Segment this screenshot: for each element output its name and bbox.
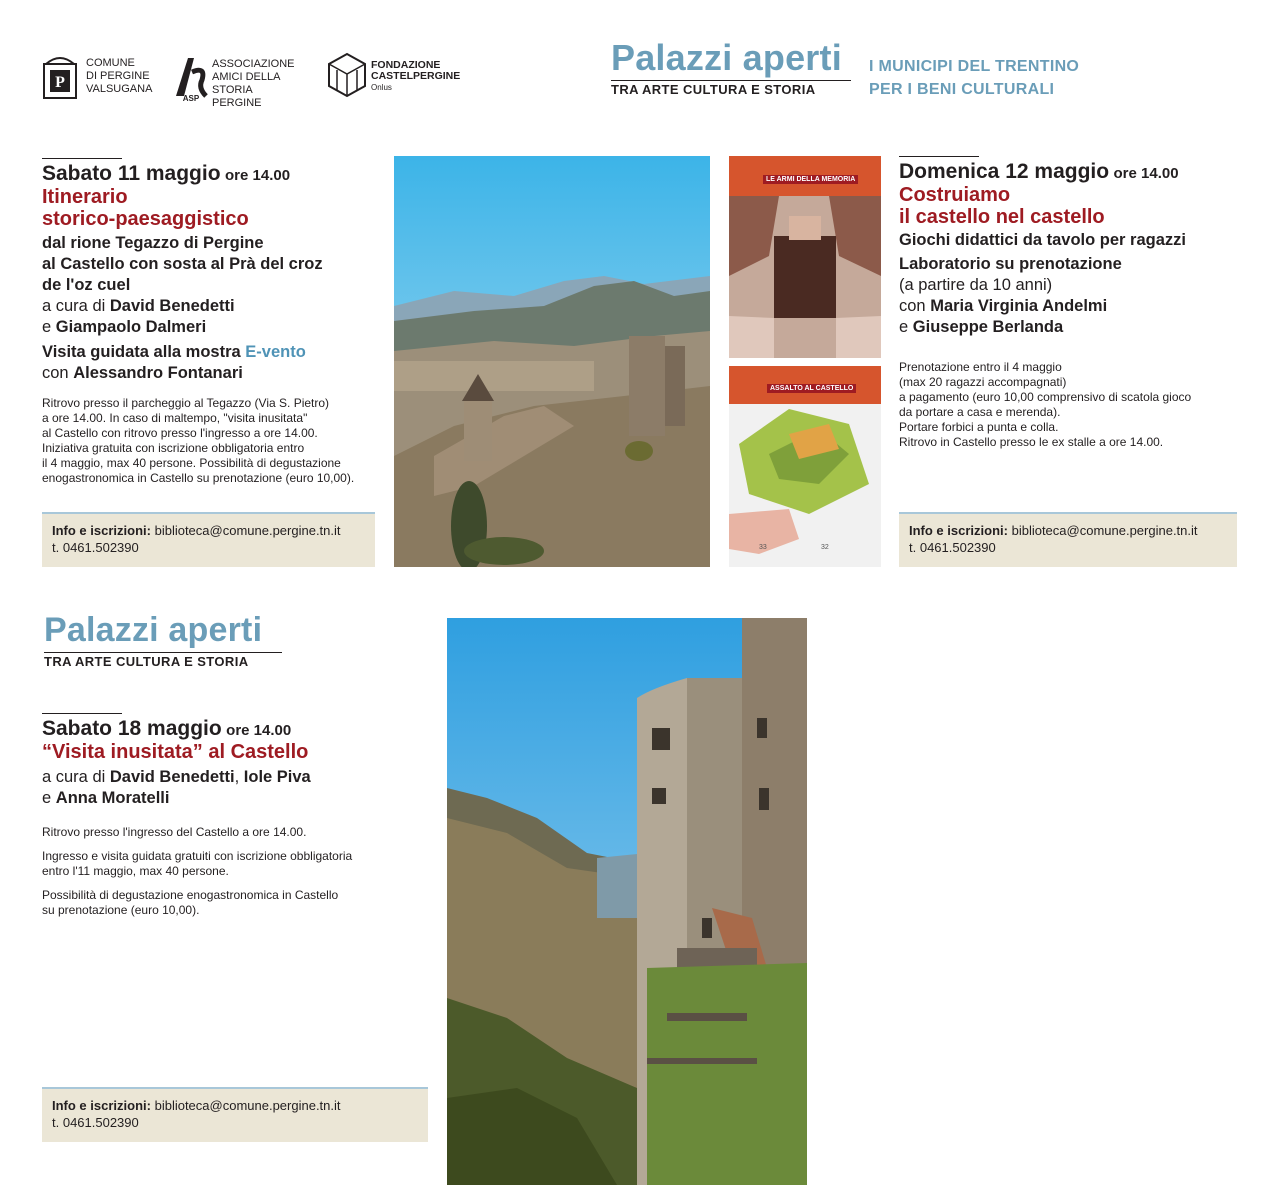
event2-info-label: Info e iscrizioni: [909, 523, 1008, 538]
event3-note-3: su prenotazione (euro 10,00). [42, 903, 200, 917]
event1-with-prefix: con [42, 364, 69, 382]
event3-day: Sabato 18 maggio [42, 717, 222, 740]
event2-note: (max 20 ragazzi accompagnati) [899, 375, 1067, 389]
event3-info-label: Info e iscrizioni: [52, 1098, 151, 1113]
logo1-line: VALSUGANA [86, 83, 153, 95]
event3-note-2: Ingresso e visita guidata gratuiti con iscrizione obbligatoria [42, 849, 353, 863]
event1 [42, 162, 387, 486]
event1-rule [42, 158, 122, 159]
event1-curator-2: Giampaolo Dalmeri [55, 318, 207, 336]
logo-fondazione [325, 52, 465, 102]
brand-tagline-1: I MUNICIPI DEL TRENTINO [869, 58, 1080, 75]
event3-time: ore 14.00 [226, 722, 292, 739]
asp-mark: ASP [182, 94, 200, 102]
event1-title-2: storico-paesaggistico [42, 208, 249, 230]
event2-desc-1: Giochi didattici da tavolo per ragazzi [899, 231, 1186, 249]
event1-desc-3: de l'oz cuel [42, 276, 131, 294]
event2-day: Domenica 12 maggio [899, 160, 1110, 183]
event1-note: al Castello con ritrovo presso l'ingresso a ore 14.00. [42, 426, 318, 440]
event3-curator-1: David Benedetti [109, 768, 235, 786]
event1-notes [42, 396, 387, 486]
brand-tagline-2: PER I BENI CULTURALI [869, 81, 1055, 98]
logo-comune [40, 52, 153, 102]
event1-with-name: Alessandro Fontanari [73, 364, 243, 382]
event2-leader-2: Giuseppe Berlanda [912, 318, 1064, 336]
event2-info-phone[interactable]: t. 0461.502390 [909, 540, 996, 555]
event1-by-prefix: a cura di [42, 297, 106, 315]
event3-by-sep: , [234, 768, 240, 786]
logo1-line: DI PERGINE [86, 70, 150, 82]
book2-title: ASSALTO AL CASTELLO [767, 384, 856, 393]
logo-associazione [172, 52, 312, 109]
event2-title-2: il castello nel castello [899, 206, 1105, 228]
event2-desc-3: (a partire da 10 anni) [899, 276, 1053, 294]
logo2-line: ASSOCIAZIONE [212, 58, 295, 70]
event2-leader-1: Maria Virginia Andelmi [930, 297, 1108, 315]
logo3-line: FONDAZIONE [371, 59, 441, 71]
book1-title: LE ARMI DELLA MEMORIA [763, 175, 858, 184]
event3-curator-2: Iole Piva [243, 768, 311, 786]
event3-info-phone[interactable]: t. 0461.502390 [52, 1115, 139, 1130]
event1-curator-1: David Benedetti [109, 297, 235, 315]
logo3-sub: Onlus [371, 83, 392, 92]
book-cover-armi [729, 156, 881, 358]
event2-time: ore 14.00 [1113, 165, 1179, 182]
event1-desc-2: al Castello con sosta al Prà del croz [42, 255, 323, 273]
brand-subtitle: TRA ARTE CULTURA E STORIA [611, 82, 816, 97]
event1-info-label: Info e iscrizioni: [52, 523, 151, 538]
event2-note: Ritrovo in Castello presso le ex stalle a ore 14.00. [899, 435, 1164, 449]
event3-note-2: entro l'11 maggio, max 40 persone. [42, 864, 229, 878]
event1-info-box [42, 512, 375, 567]
event1-by-and: e [42, 318, 52, 336]
logo2-line: PERGINE [212, 97, 262, 109]
event1-info-phone[interactable]: t. 0461.502390 [52, 540, 139, 555]
event1-note: il 4 maggio, max 40 persone. Possibilità di degustazione [42, 456, 341, 470]
castle-gem-icon [325, 52, 369, 98]
event2-info-box [899, 512, 1237, 567]
event3-note-3: Possibilità di degustazione enogastronomica in Castello [42, 888, 339, 902]
brand-title: Palazzi aperti [611, 37, 842, 78]
logo3-line: CASTELPERGINE [371, 70, 461, 82]
event2-note: da portare a casa e merenda). [899, 405, 1061, 419]
logo1-line: COMUNE [86, 57, 135, 69]
event1-exhibit: E-vento [245, 343, 306, 361]
section2-brand-title: Palazzi aperti [44, 611, 263, 649]
event1-note: a ore 14.00. In caso di maltempo, "visita inusitata" [42, 411, 308, 425]
event3-curator-3: Anna Moratelli [55, 789, 170, 807]
event1-title-1: Itinerario [42, 186, 128, 208]
coat-of-arms-icon [40, 52, 80, 102]
event1-day: Sabato 11 maggio [42, 162, 221, 185]
brand-rule [611, 80, 851, 81]
book2-num: 32 [821, 544, 829, 551]
event1-note: enogastronomica in Castello su prenotazione (euro 10,00). [42, 471, 355, 485]
event3 [42, 717, 432, 918]
event2 [899, 160, 1244, 450]
section2-brand-subtitle: TRA ARTE CULTURA E STORIA [44, 654, 249, 669]
event1-note: Iniziativa gratuita con iscrizione obbligatoria entro [42, 441, 305, 455]
event1-desc-1: dal rione Tegazzo di Pergine [42, 234, 264, 252]
book2-num: 33 [759, 544, 767, 551]
event3-info-box [42, 1087, 428, 1142]
event1-note: Ritrovo presso il parcheggio al Tegazzo (Via S. Pietro) [42, 396, 330, 410]
event3-rule [42, 713, 122, 714]
book-cover-assalto [729, 366, 881, 567]
event1-visit-prefix: Visita guidata alla mostra [42, 343, 241, 361]
event3-by-prefix: a cura di [42, 768, 106, 786]
asp-logo-icon [172, 52, 210, 102]
castle-wall-photo [447, 618, 807, 1185]
event2-notes [899, 360, 1244, 450]
logo2-line: AMICI DELLA STORIA [212, 71, 280, 96]
event2-title-1: Costruiamo [899, 184, 1011, 206]
event1-time: ore 14.00 [225, 167, 291, 184]
event3-title: “Visita inusitata” al Castello [42, 741, 309, 763]
event2-desc-2: Laboratorio su prenotazione [899, 255, 1122, 273]
event3-note-1: Ritrovo presso l'ingresso del Castello a ore 14.00. [42, 825, 307, 839]
event2-note: a pagamento (euro 10,00 comprensivo di scatola gioco [899, 390, 1192, 404]
section2-brand-rule [44, 652, 282, 653]
event2-note: Portare forbici a punta e colla. [899, 420, 1059, 434]
event2-rule [899, 156, 979, 157]
svg-text:P: P [55, 74, 65, 91]
event1-info-email[interactable]: biblioteca@comune.pergine.tn.it [154, 523, 341, 538]
event3-info-email[interactable]: biblioteca@comune.pergine.tn.it [154, 1098, 341, 1113]
event2-with-prefix: con [899, 297, 926, 315]
event2-note: Prenotazione entro il 4 maggio [899, 360, 1062, 374]
event2-info-email[interactable]: biblioteca@comune.pergine.tn.it [1011, 523, 1198, 538]
castle-landscape-photo [394, 156, 710, 567]
event2-with-and: e [899, 318, 909, 336]
event3-by-and: e [42, 789, 52, 807]
